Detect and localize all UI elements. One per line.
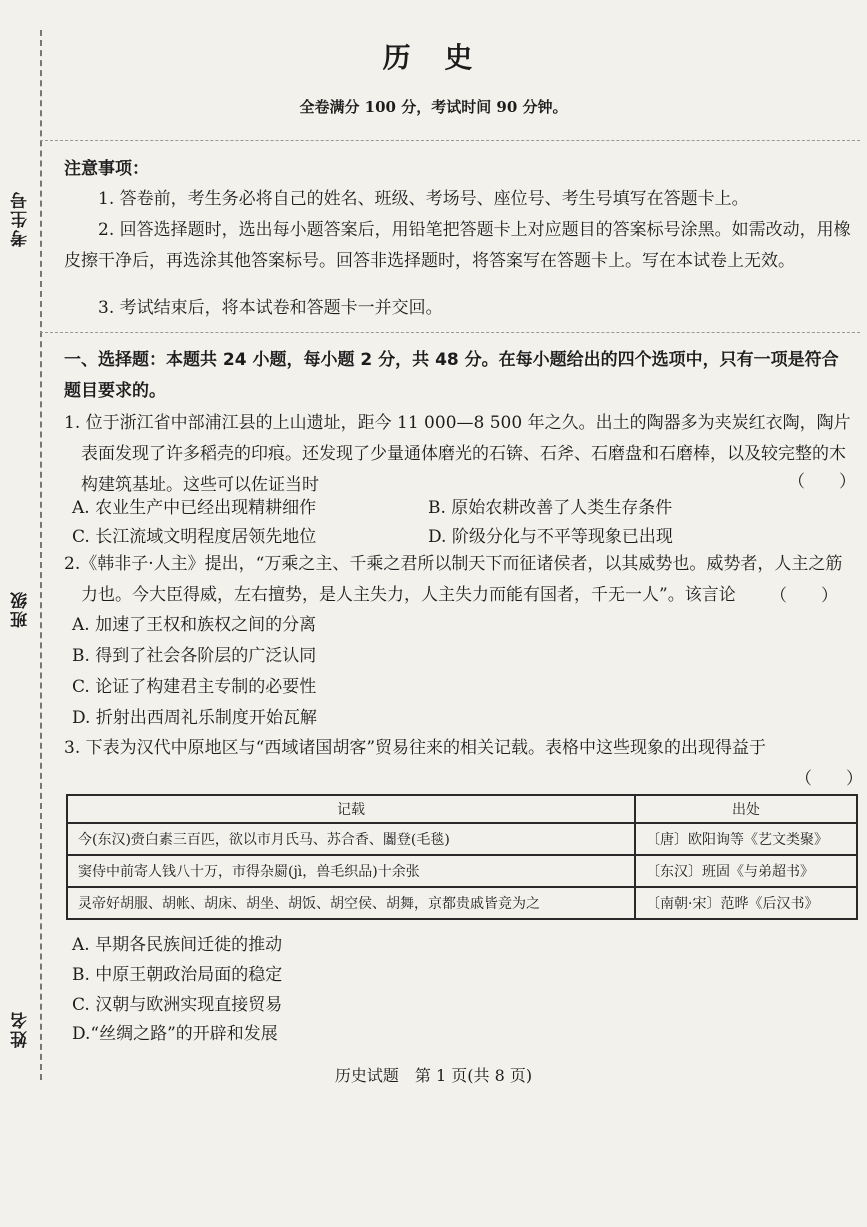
- exam-number-label: 考生号: [11, 190, 31, 247]
- page-footer: 历史试题 第 1 页(共 8 页): [334, 1066, 533, 1085]
- section-heading: 一、选择题：本题共 24 小题，每小题 2 分，共 48 分。在每小题给出的四个选项中，只有一项是符合题目要求的。: [64, 350, 839, 401]
- table-header-row: [67, 795, 857, 823]
- table-row: [67, 855, 857, 887]
- option-a: A. 农业生产中已经出现精耕细作: [72, 498, 317, 518]
- option-a: A. 加速了王权和族权之间的分离: [72, 615, 317, 635]
- question-stem: 2.《韩非子·人主》提出，“万乘之主、千乘之君所以制天下而征诸侯者，以其威势也。威势者，人主之筋力也。今大臣得威，左右擅势，是人主失力，人主失力而能有国者，千无一人”。该言论: [64, 554, 843, 605]
- records-table: [66, 794, 858, 920]
- name-label: 姓名: [11, 1010, 31, 1048]
- table-row: [67, 887, 857, 919]
- table-row: [67, 823, 857, 855]
- question-stem: 1. 位于浙江省中部浦江县的上山遗址，距今 11 000—8 500 年之久。出土的陶器多为夹炭红衣陶，陶片表面发现了许多稻壳的印痕。还发现了少量通体磨光的石锛、石斧、石磨盘和石磨棒，以及较完整的木构建筑基址。这些可以佐证当时: [64, 413, 851, 495]
- option-d: D. 阶级分化与不平等现象已出现: [428, 527, 673, 547]
- notice-item: 1. 答卷前，考生务必将自己的姓名、班级、考场号、座位号、考生号填写在答题卡上。: [98, 189, 749, 209]
- page-title: 历 史: [382, 41, 485, 74]
- record-cell: 今(东汉)赍白素三百匹，欲以市月氏马、苏合香、闟登(毛毯): [67, 823, 635, 855]
- page-subtitle: 全卷满分 100 分，考试时间 90 分钟。: [299, 98, 568, 116]
- option-d: D. 折射出西周礼乐制度开始瓦解: [72, 708, 317, 728]
- option-b: B. 中原王朝政治局面的稳定: [72, 965, 283, 985]
- option-c: C. 论证了构建君主专制的必要性: [72, 677, 317, 697]
- option-b: B. 原始农耕改善了人类生存条件: [428, 498, 673, 518]
- binding-line: [40, 30, 43, 1080]
- notice-heading: 注意事项：: [64, 159, 149, 179]
- divider: [40, 332, 860, 334]
- option-d: D.“丝绸之路”的开辟和发展: [72, 1024, 278, 1044]
- question-stem: 3. 下表为汉代中原地区与“西域诸国胡客”贸易往来的相关记载。表格中这些现象的出现得益于: [64, 738, 767, 758]
- answer-paren: （ ）: [788, 472, 856, 492]
- header-record: 记载: [67, 795, 635, 823]
- option-a: A. 早期各民族间迁徙的推动: [72, 935, 283, 955]
- notice-item: 3. 考试结束后，将本试卷和答题卡一并交回。: [98, 298, 443, 318]
- option-c: C. 汉朝与欧洲实现直接贸易: [72, 995, 283, 1015]
- option-c: C. 长江流域文明程度居领先地位: [72, 527, 317, 547]
- notice-item: 2. 回答选择题时，选出每小题答案后，用铅笔把答题卡上对应题目的答案标号涂黑。如需改动，用橡皮擦干净后，再选涂其他答案标号。回答非选择题时，将答案写在答题卡上。写在本试卷上无效。: [64, 220, 851, 271]
- answer-paren: （ ）: [795, 769, 863, 789]
- record-cell: 窦侍中前寄人钱八十万，市得杂罽(jì，兽毛织品)十余张: [67, 855, 635, 887]
- option-b: B. 得到了社会各阶层的广泛认同: [72, 646, 317, 666]
- record-cell: 灵帝好胡服、胡帐、胡床、胡坐、胡饭、胡空侯、胡舞，京都贵戚皆竞为之: [67, 887, 635, 919]
- source-cell: 〔东汉〕班固《与弟超书》: [635, 855, 857, 887]
- answer-paren: （ ）: [770, 586, 838, 606]
- class-label: 班级: [11, 590, 31, 628]
- divider: [40, 140, 860, 142]
- source-cell: 〔唐〕欧阳询等《艺文类聚》: [635, 823, 857, 855]
- source-cell: 〔南朝·宋〕范晔《后汉书》: [635, 887, 857, 919]
- header-source: 出处: [635, 795, 857, 823]
